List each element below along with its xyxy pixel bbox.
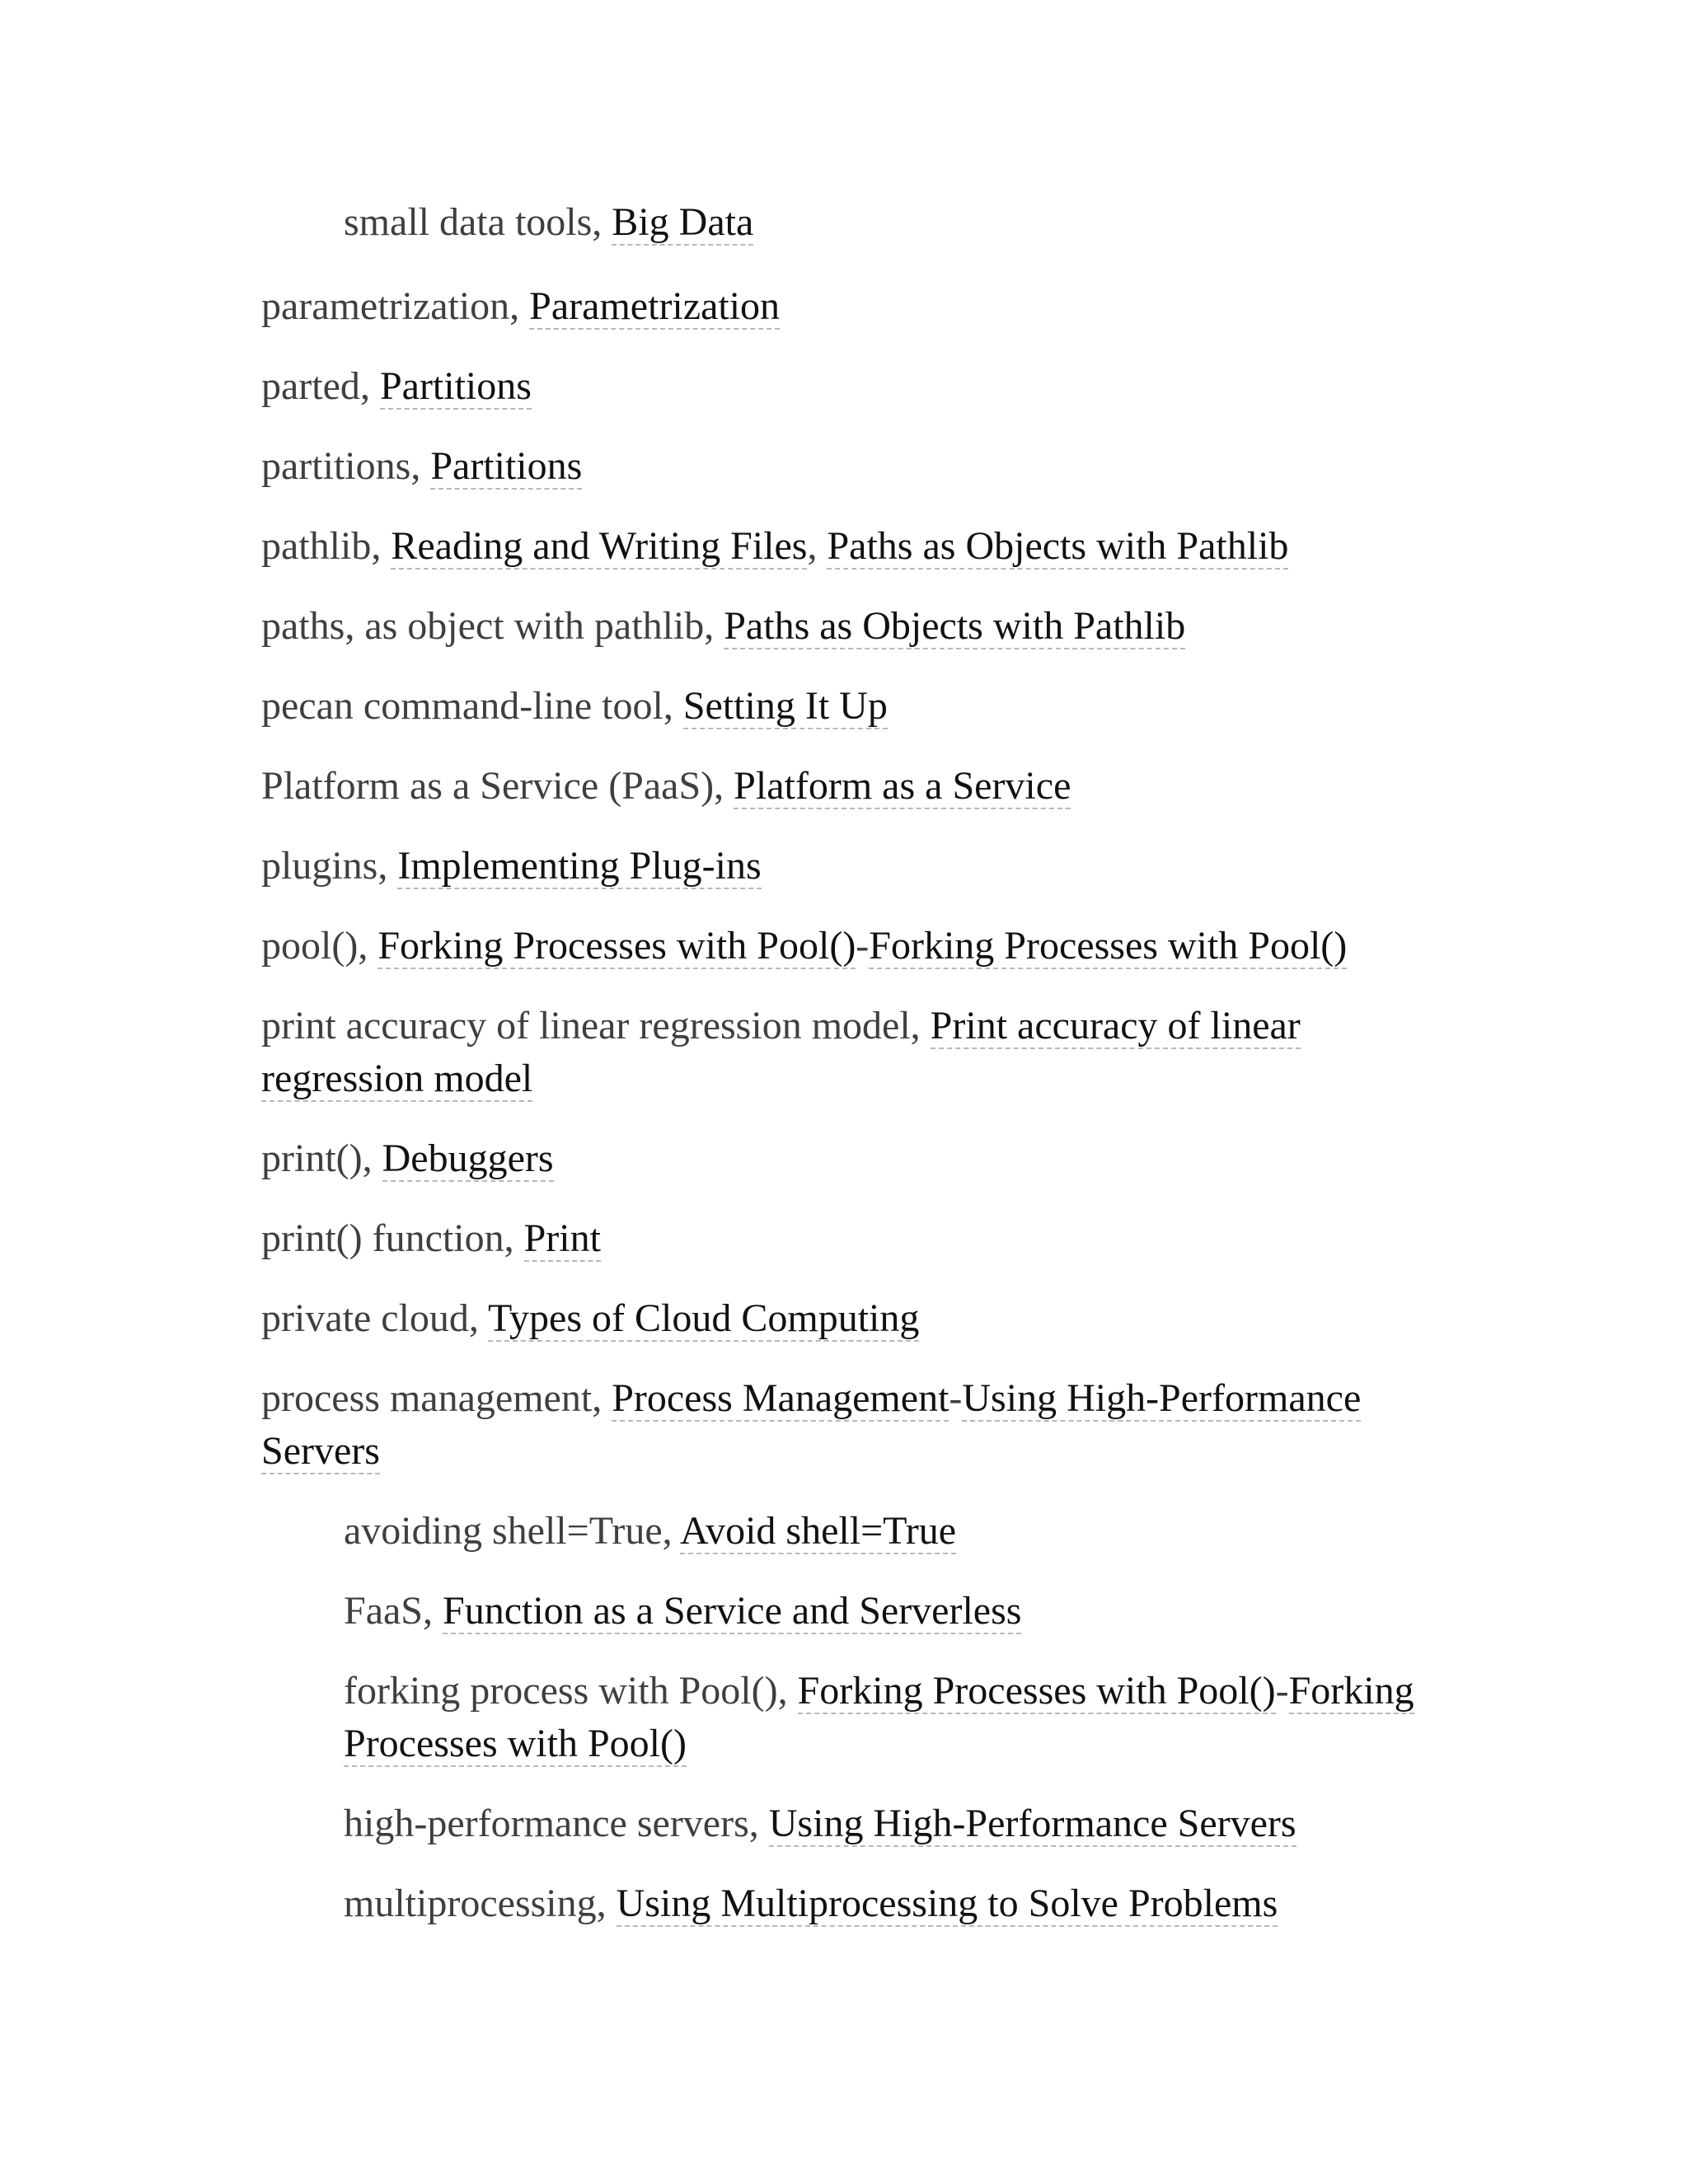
index-entry <box>261 520 1448 573</box>
index-subentry <box>261 196 1448 249</box>
index-entry <box>261 360 1448 413</box>
index-link[interactable]: Reading and Writing Files <box>391 524 808 568</box>
index-link[interactable]: Paths as Objects with Pathlib <box>724 604 1186 648</box>
index-term: FaaS <box>344 1589 423 1633</box>
index-term: pathlib <box>261 524 372 568</box>
index-link[interactable]: Using Multiprocessing to Solve Problems <box>616 1882 1278 1925</box>
index-term: pool() <box>261 924 359 968</box>
index-term: plugins <box>261 844 378 888</box>
index-link[interactable]: Debuggers <box>382 1137 554 1180</box>
index-term: process management <box>261 1376 593 1420</box>
index-entry <box>261 440 1448 493</box>
index-term: high-performance servers <box>344 1802 749 1845</box>
index-link[interactable]: Forking Processes with Pool() <box>377 924 856 968</box>
index-entry <box>261 600 1448 653</box>
index-entry <box>261 1372 1448 1478</box>
index-link[interactable]: Using High-Performance Servers <box>261 1376 1362 1473</box>
index-link[interactable]: Function as a Service and Serverless <box>443 1589 1022 1633</box>
index-link[interactable]: Paths as Objects with Pathlib <box>827 524 1289 568</box>
index-term: Platform as a Service (PaaS) <box>261 764 715 808</box>
index-link[interactable]: Implementing Plug-ins <box>397 844 762 888</box>
index-entry <box>261 1292 1448 1345</box>
index-link[interactable]: Using High-Performance Servers <box>768 1802 1296 1845</box>
term-separator: , <box>359 364 380 408</box>
index-subentry <box>261 1585 1448 1638</box>
link-separator: - <box>856 924 870 968</box>
term-separator: , <box>371 524 392 568</box>
index-link[interactable]: Parametrization <box>529 284 781 328</box>
link-separator: - <box>949 1376 963 1420</box>
index-link[interactable]: Print accuracy of linear regression model <box>261 1004 1301 1100</box>
index-link[interactable]: Partitions <box>379 364 532 408</box>
index-entry <box>261 920 1448 972</box>
index-link[interactable]: Big Data <box>612 200 754 244</box>
index-term: parametrization <box>261 284 510 328</box>
term-separator: , <box>777 1669 798 1713</box>
term-separator: , <box>504 1216 524 1260</box>
index-term: partitions <box>261 444 411 488</box>
index-link[interactable]: Types of Cloud Computing <box>488 1296 920 1340</box>
term-separator: , <box>509 284 530 328</box>
term-separator: , <box>410 444 431 488</box>
index-link[interactable]: Partitions <box>430 444 583 488</box>
term-separator: , <box>358 924 378 968</box>
index-link[interactable]: Forking Processes with Pool() <box>797 1669 1276 1713</box>
index-link[interactable]: Setting It Up <box>682 684 888 728</box>
index-term: pecan command-line tool <box>261 684 663 728</box>
index-link[interactable]: Forking Processes with Pool() <box>344 1669 1414 1765</box>
index-entry <box>261 1000 1448 1105</box>
index-subentry <box>261 1877 1448 1930</box>
index-term: paths, as object with pathlib <box>261 604 705 648</box>
term-separator: , <box>662 1509 680 1553</box>
link-separator: - <box>1275 1669 1289 1713</box>
index-term: small data tools <box>344 200 593 244</box>
term-separator: , <box>362 1137 382 1180</box>
index-entry <box>261 680 1448 733</box>
index-term: print() <box>261 1137 363 1180</box>
index-term: print accuracy of linear regression model <box>261 1004 911 1047</box>
index-term: private cloud <box>261 1296 469 1340</box>
index-subentry <box>261 1665 1448 1770</box>
index-link[interactable]: Platform as a Service <box>734 764 1071 808</box>
term-separator: , <box>468 1296 489 1340</box>
term-separator: , <box>704 604 724 648</box>
index-term: print() function <box>261 1216 504 1260</box>
index-link[interactable]: Print <box>523 1216 601 1260</box>
term-separator: , <box>748 1802 769 1845</box>
term-separator: , <box>663 684 683 728</box>
index-link[interactable]: Forking Processes with Pool() <box>869 924 1348 968</box>
index-list <box>261 196 1448 1957</box>
index-entry <box>261 280 1448 333</box>
term-separator: , <box>423 1589 443 1633</box>
index-entry <box>261 840 1448 893</box>
index-entry <box>261 760 1448 813</box>
term-separator: , <box>377 844 398 888</box>
link-separator: , <box>807 524 828 568</box>
index-link[interactable]: Process Management <box>612 1376 950 1420</box>
index-subentry <box>261 1505 1448 1558</box>
term-separator: , <box>592 1376 612 1420</box>
term-separator: , <box>910 1004 931 1047</box>
index-subentry <box>261 1797 1448 1850</box>
term-separator: , <box>592 200 612 244</box>
term-separator: , <box>714 764 734 808</box>
index-link[interactable]: Avoid shell=True <box>679 1509 957 1553</box>
index-term: parted <box>261 364 360 408</box>
term-separator: , <box>596 1882 617 1925</box>
index-term: forking process with Pool() <box>344 1669 778 1713</box>
index-entry <box>261 1212 1448 1265</box>
index-term: avoiding shell=True <box>344 1509 663 1553</box>
index-term: multiprocessing <box>344 1882 597 1925</box>
index-entry <box>261 1132 1448 1185</box>
